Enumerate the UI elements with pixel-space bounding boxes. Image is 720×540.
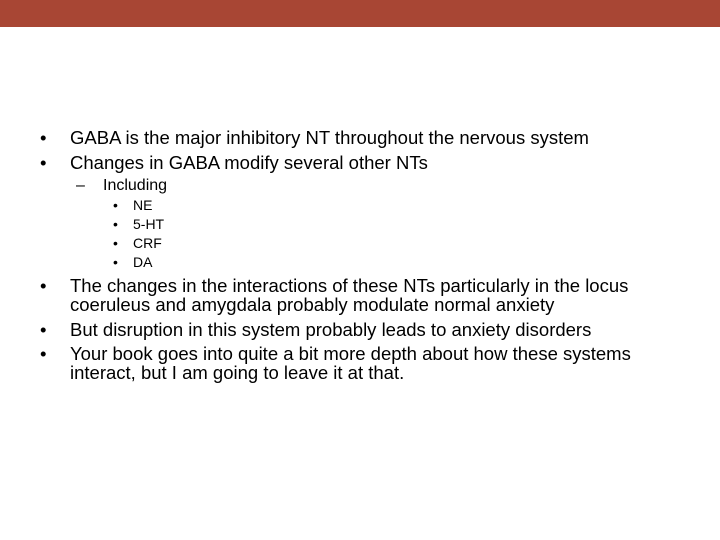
sub-sub-item: CRF <box>133 235 162 251</box>
bullet-marker: • <box>40 319 47 340</box>
bullet-marker: • <box>40 275 47 296</box>
sub-sub-item: NE <box>133 197 153 213</box>
sub-sub-item: DA <box>133 254 153 270</box>
bullet-text-line1: But disruption in this system probably leads to anxiety disorders <box>70 319 592 340</box>
bullet-text: Changes in GABA modify several other NTs <box>70 152 428 173</box>
bullet-marker: • <box>40 343 47 364</box>
bullet-marker: • <box>40 152 47 173</box>
header-accent-bar <box>0 0 720 27</box>
bullet-marker: • <box>113 254 118 270</box>
bullet-text: GABA is the major inhibitory NT throughout the nervous system <box>70 127 589 148</box>
bullet-text-line1: Your book goes into quite a bit more depth about how these systems <box>70 343 631 364</box>
bullet-gaba <box>40 128 46 147</box>
dash-marker: – <box>76 177 85 194</box>
bullet-marker: • <box>113 197 118 213</box>
sub-sub-item: 5-HT <box>133 216 165 232</box>
sub-item-including: Including <box>103 177 168 194</box>
bullet-changes <box>40 153 46 172</box>
bullet-marker: • <box>40 127 47 148</box>
bullet-text-line2: interact, but I am going to leave it at that. <box>70 362 405 383</box>
bullet-marker: • <box>113 235 118 251</box>
bullet-text-line1: The changes in the interactions of these NTs particularly in the locus <box>70 275 629 296</box>
bullet-text-line2: coeruleus and amygdala probably modulate normal anxiety <box>70 294 555 315</box>
bullet-marker: • <box>113 216 118 232</box>
